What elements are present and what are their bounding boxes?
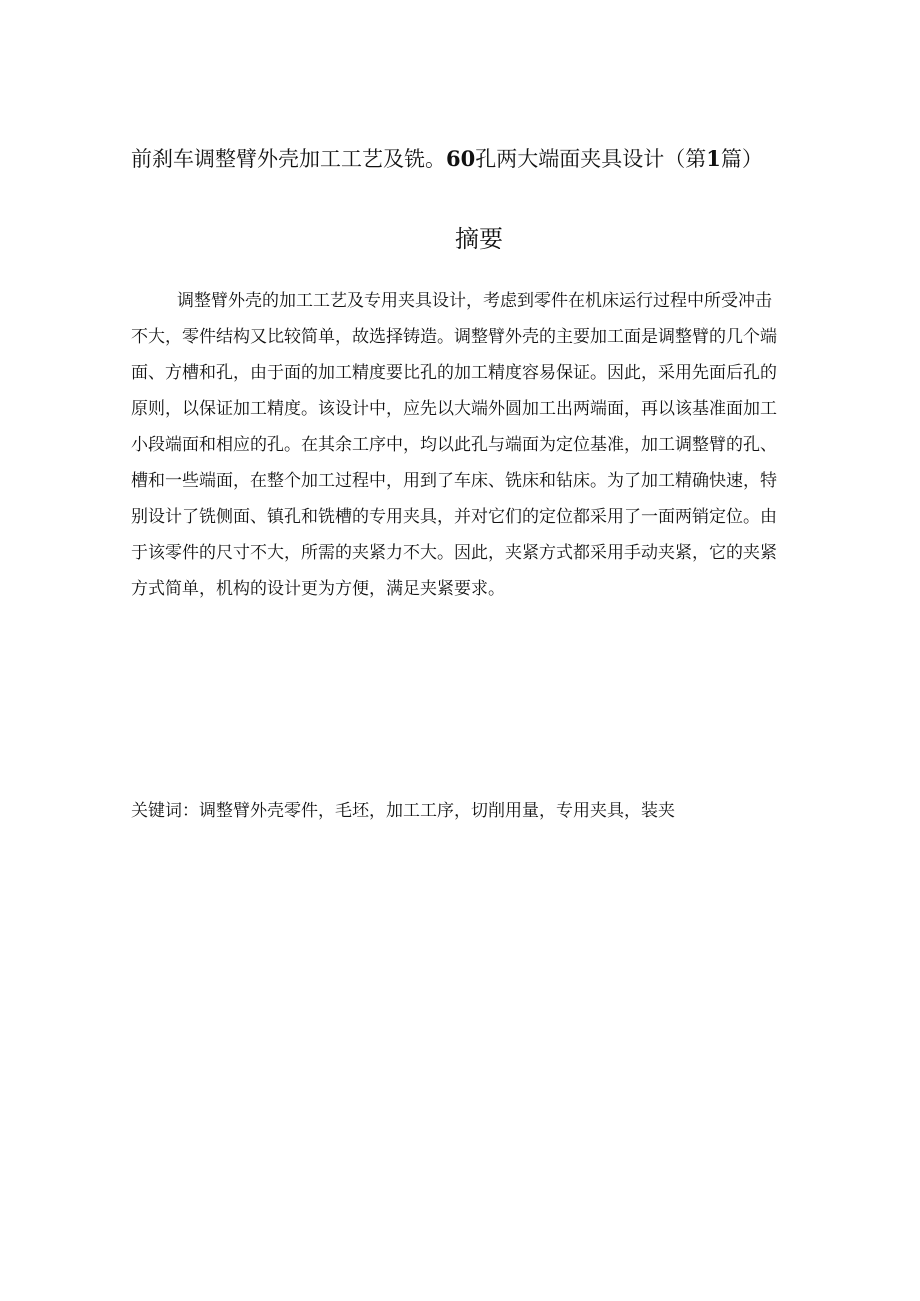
title-number: 60 — [446, 146, 476, 171]
abstract-line: 槽和一些端面，在整个加工过程中，用到了车床、铣床和钻床。为了加工精确快速，特 — [131, 471, 777, 491]
abstract-line: 小段端面和相应的孔。在其余工序中，均以此孔与端面为定位基准，加工调整臂的孔、 — [131, 435, 777, 455]
abstract-line: 不大，零件结构又比较简单，故选择铸造。调整臂外壳的主要加工面是调整臂的几个端 — [131, 327, 777, 347]
abstract-line: 方式简单，机构的设计更为方便，满足夹紧要求。 — [131, 579, 505, 599]
abstract-line: 于该零件的尺寸不大，所需的夹紧力不大。因此，夹紧方式都采用手动夹紧，它的夹紧 — [131, 543, 777, 563]
abstract-line: 调整臂外壳的加工工艺及专用夹具设计，考虑到零件在机床运行过程中所受冲击 — [177, 291, 772, 311]
abstract-line: 原则，以保证加工精度。该设计中，应先以大端外圆加工出两端面，再以该基准面加工 — [131, 399, 777, 419]
document-title — [131, 144, 831, 174]
abstract-line: 别设计了铣侧面、镇孔和铣槽的专用夹具，并对它们的定位都采用了一面两销定位。由 — [131, 507, 777, 527]
abstract-heading: 摘要 — [455, 225, 503, 253]
title-prefix: 前刹车调整臂外壳加工工艺及铣。 — [131, 147, 446, 171]
abstract-line: 面、方槽和孔，由于面的加工精度要比孔的加工精度容易保证。因此，采用先面后孔的 — [131, 363, 777, 383]
title-part: 1 — [706, 146, 721, 171]
title-suffix: 篇） — [720, 147, 763, 171]
abstract-body — [131, 283, 831, 607]
keywords: 关键词：调整臂外壳零件，毛坯，加工工序，切削用量，专用夹具，装夹 — [131, 801, 675, 821]
title-middle: 孔两大端面夹具设计（第 — [475, 147, 707, 171]
